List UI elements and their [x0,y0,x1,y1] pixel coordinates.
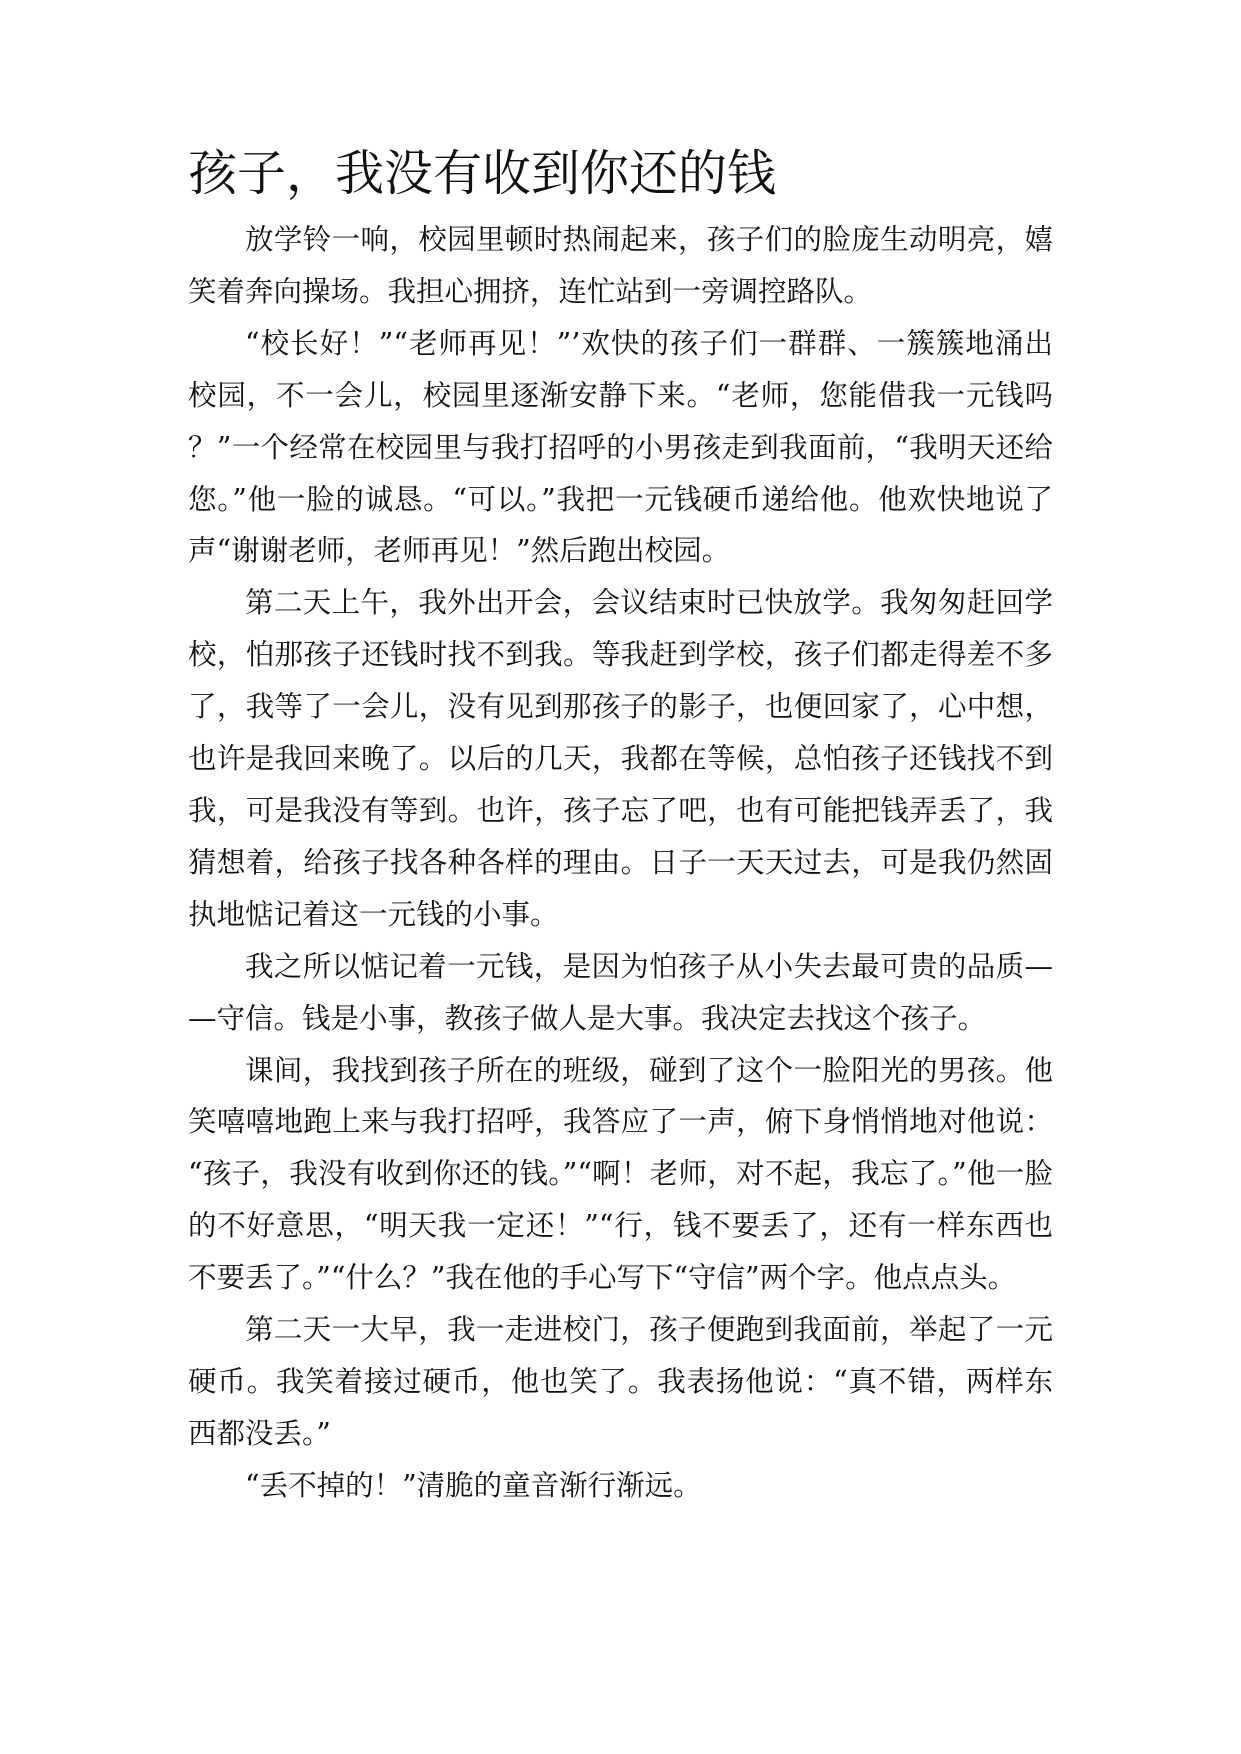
article-title: 孩子，我没有收到你还的钱 [188,145,777,202]
paragraph-1: 放学铃一响，校园里顿时热闹起来，孩子们的脸庞生动明亮，嬉笑着奔向操场。我担心拥挤，连忙站到一旁调控路队。 [188,223,1053,308]
paragraph-3: 第二天上午，我外出开会，会议结束时已快放学。我匆匆赶回学校，怕那孩子还钱时找不到我。等我赶到学校，孩子们都走得差不多了，我等了一会儿，没有见到那孩子的影子，也便回家了，心中想，也许是我回来晚了。以后的几天，我都在等候，总怕孩子还钱找不到我，可是我没有等到。也许，孩子忘了吧，也有可能把钱弄丢了，我猜想着，给孩子找各种各样的理由。日子一天天过去，可是我仍然固执地惦记着这一元钱的小事。 [188,586,1053,931]
article-body [188,138,1053,1512]
paragraph-2: “校长好！”“老师再见！”’欢快的孩子们一群群、一簇簇地涌出校园，不一会儿，校园里逐渐安静下来。“老师，您能借我一元钱吗？”一个经常在校园里与我打招呼的小男孩走到我面前，“我明天还给您。”他一脸的诚恳。“可以。”我把一元钱硬币递给他。他欢快地说了声“谢谢老师，老师再见！”然后跑出校园。 [188,326,1053,568]
paragraph-4: 我之所以惦记着一元钱，是因为怕孩子从小失去最可贵的品质——守信。钱是小事，教孩子做人是大事。我决定去找这个孩子。 [188,949,1053,1035]
paragraph-7: “丢不掉的！”清脆的童音渐行渐远。 [245,1468,702,1502]
paragraph-5: 课间，我找到孩子所在的班级，碰到了这个一脸阳光的男孩。他笑嘻嘻地跑上来与我打招呼，我答应了一声，俯下身悄悄地对他说：“孩子，我没有收到你还的钱。”“啊！老师，对不起，我忘了。”他一脸的不好意思，“明天我一定还！”“行，钱不要丢了，还有一样东西也不要丢了。”“什么？”我在他的手心写下“守信”两个字。他点点头。 [188,1053,1053,1295]
paragraph-6: 第二天一大早，我一走进校门，孩子便跑到我面前，举起了一元硬币。我笑着接过硬币，他也笑了。我表扬他说：“真不错，两样东西都没丢。” [188,1313,1053,1450]
